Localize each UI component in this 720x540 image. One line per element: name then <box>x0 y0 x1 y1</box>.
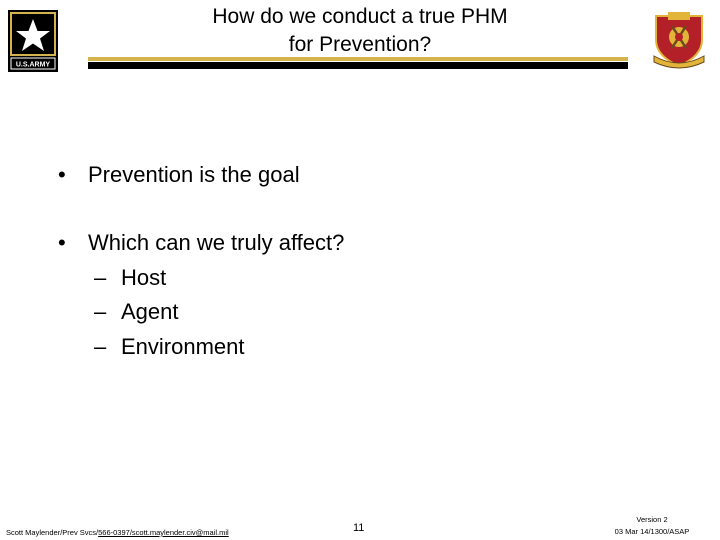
sub-bullet-item <box>94 297 179 327</box>
dash-icon: – <box>94 299 107 324</box>
logo-text: U.S.ARMY <box>15 61 51 69</box>
sub-bullet-text: Agent <box>121 299 179 324</box>
bullet-text: Which can we truly affect? <box>88 230 345 255</box>
footer-author <box>6 528 229 537</box>
sub-bullet-item <box>94 263 166 293</box>
footer-version-block <box>590 514 714 538</box>
title-rule-black <box>88 62 628 69</box>
bullet-item <box>58 160 300 190</box>
page-number: 11 <box>353 522 365 534</box>
footer-contact-link[interactable]: 566-0397/scott.maylender.civ@mail.mil <box>98 528 229 537</box>
dash-icon: – <box>94 265 107 290</box>
footer-date: 03 Mar 14/1300/ASAP <box>614 527 690 536</box>
title-rule-gold <box>88 57 628 61</box>
army-star-logo-icon <box>8 10 58 72</box>
slide-title <box>150 3 570 59</box>
bullet-item <box>58 228 344 258</box>
bullet-dot-icon: • <box>58 230 66 255</box>
sub-bullet-item <box>94 332 245 362</box>
footer-version: Version 2 <box>636 515 668 524</box>
title-line-1: How do we conduct a true PHM <box>212 5 508 28</box>
bullet-text: Prevention is the goal <box>88 162 300 187</box>
sub-bullet-text: Environment <box>121 334 245 359</box>
footer-author-name: Scott Maylender/Prev Svcs/ <box>6 528 99 537</box>
title-line-2: for Prevention? <box>288 33 432 56</box>
sub-bullet-text: Host <box>121 265 167 290</box>
bullet-dot-icon: • <box>58 162 66 187</box>
dash-icon: – <box>94 334 107 359</box>
unit-crest-icon <box>648 10 710 72</box>
